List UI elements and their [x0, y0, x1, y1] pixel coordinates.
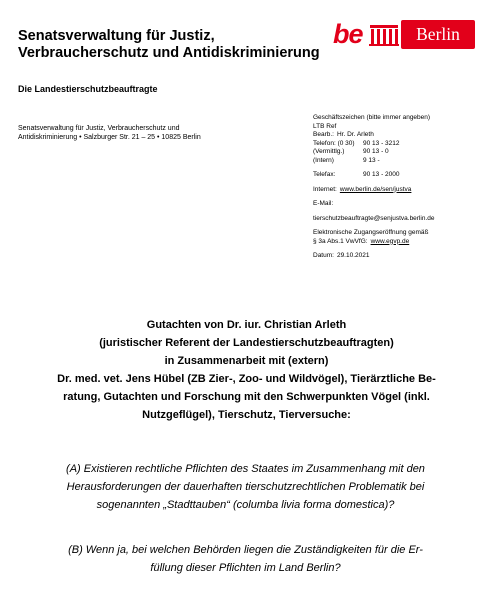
- intern-label: (Intern): [313, 156, 334, 164]
- question-a: [18, 460, 473, 514]
- title-line6: Nutzgeflügel), Tierschutz, Tierversuche:: [142, 409, 351, 421]
- date-label: Datum:: [313, 252, 334, 259]
- intern-value: 9 13 -: [363, 156, 380, 164]
- date-row: [313, 252, 488, 261]
- logo-be-text: be: [333, 19, 363, 49]
- vermittlung-row: [313, 148, 488, 157]
- title-line4: Dr. med. vet. Jens Hübel (ZB Zier-, Zoo- und Wildvögel), Tierärztliche Be-: [57, 373, 436, 385]
- question-a-line2: Herausforderungen der dauerhaften tierschutzrechtlichen Problematik bei: [66, 481, 425, 493]
- vermittlung-value: 90 13 - 0: [363, 148, 389, 155]
- email-label: E-Mail:: [313, 200, 334, 207]
- reference-label: Geschäftszeichen (bitte immer angeben): [313, 114, 431, 121]
- access-line2: [313, 238, 488, 247]
- contact-info-block: [313, 114, 488, 261]
- reference-value: LTB Ref: [313, 122, 337, 130]
- question-b-line1: (B) Wenn ja, bei welchen Behörden liegen die Zuständigkeiten für die Er-: [68, 544, 423, 556]
- email-link[interactable]: tierschutzbeauftragte@senjustva.berlin.de: [313, 214, 435, 222]
- sender-address-line2: Antidiskriminierung • Salzburger Str. 21 – 25 • 10825 Berlin: [18, 134, 201, 141]
- title-line2: (juristischer Referent der Landestierschutzbeauftragten): [99, 337, 394, 349]
- question-a-line3: sogenannten „Stadttauben“ (columba livia forma domestica)?: [96, 499, 395, 511]
- internet-link[interactable]: www.berlin.de/sen/justva: [339, 185, 412, 193]
- bearbeiter-label: Bearb.:: [313, 131, 334, 138]
- internet-row: [313, 186, 488, 195]
- telefax-label: Telefax:: [313, 171, 336, 178]
- vermittlung-label: (Vermittlg.): [313, 148, 345, 155]
- date-value: 29.10.2021: [336, 252, 370, 259]
- access-line2-prefix: § 3a Abs.1 VwVfG:: [313, 237, 368, 245]
- egvp-link[interactable]: www.egvp.de: [370, 237, 410, 245]
- title-line1: Gutachten von Dr. iur. Christian Arleth: [146, 319, 347, 331]
- intern-row: [313, 157, 488, 166]
- bearbeiter-value: Hr. Dr. Arleth: [336, 131, 374, 138]
- question-b: [18, 541, 473, 577]
- internet-label: Internet:: [313, 185, 337, 193]
- telefax-value: 90 13 - 2000: [363, 171, 400, 178]
- logo-berlin-box: [401, 20, 475, 49]
- bearbeiter-row: [313, 131, 488, 140]
- title-line3: in Zusammenarbeit mit (extern): [164, 355, 329, 367]
- organization-name-line2: Verbraucherschutz und Antidiskriminierung: [18, 45, 320, 61]
- logo-berlin-text: Berlin: [416, 24, 460, 44]
- telefax-row: [313, 171, 488, 180]
- question-a-line1: (A) Existieren rechtliche Pflichten des Staates im Zusammenhang mit den: [66, 463, 425, 475]
- question-b-line2: füllung dieser Pflichten im Land Berlin?: [150, 562, 341, 574]
- sender-address-line1: Senatsverwaltung für Justiz, Verbraucherschutz und: [18, 125, 180, 132]
- sender-address: [18, 124, 248, 142]
- telefon-row: [313, 140, 488, 149]
- department-subtitle: Die Landestierschutzbeauftragte: [18, 84, 158, 94]
- brandenburg-gate-icon: [369, 23, 399, 47]
- organization-name: [18, 28, 338, 62]
- berlin-logo: [333, 19, 478, 53]
- telefon-label: Telefon: (0 30): [313, 139, 355, 147]
- access-line1: Elektronische Zugangseröffnung gemäß: [313, 229, 429, 236]
- title-line5: ratung, Gutachten und Forschung mit den Schwerpunkten Vögel (inkl.: [63, 391, 430, 403]
- document-title: [0, 316, 493, 424]
- organization-name-line1: Senatsverwaltung für Justiz,: [18, 28, 215, 44]
- telefon-value: 90 13 - 3212: [363, 139, 400, 147]
